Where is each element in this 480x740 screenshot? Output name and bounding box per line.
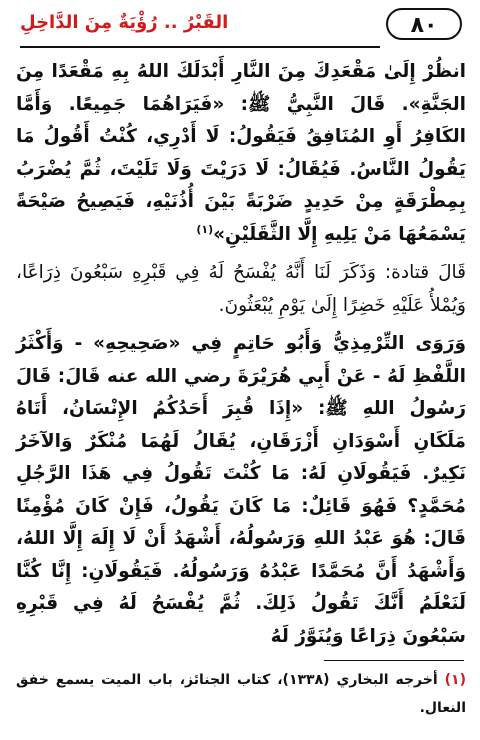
running-title: القَبْرُ .. رُؤْيَةٌ مِنَ الدَّاخِلِ [20, 12, 229, 33]
page-header [10, 6, 470, 46]
paragraph-3: وَرَوَى التِّرْمِذِيُّ وَأَبُو حَاتِمٍ فِي «صَحِيحِهِ» - وَأَكْثَرُ اللَّفْظِ لَهُ - عَنْ أَبِي هُرَيْرَةَ رضي الله عنه قَالَ: قَالَ رَسُولُ اللهِ ﷺ: «إِذَا قُبِرَ أَحَدُكُمُ الإِنْسَانُ، أَتَاهُ مَلَكَانِ أَسْوَدَانِ أَزْرَقَانِ، يُقَالُ لَهُمَا مُنْكَرٌ وَالآخَرُ نَكِيرٌ. فَيَقُولَانِ لَهُ: مَا كُنْتَ تَقُولُ فِي هَذَا الرَّجُلِ مُحَمَّدٍ؟ فَهُوَ قَائِلٌ: مَا كَانَ يَقُولُ، فَإِنْ كَانَ مُؤْمِنًا قَالَ: هُوَ عَبْدُ اللهِ وَرَسُولُهُ، أَشْهَدُ أَنْ لَا إِلَهَ إِلَّا اللهُ، وَأَشْهَدُ أَنَّ مُحَمَّدًا عَبْدُهُ وَرَسُولُهُ. فَيَقُولَانِ: إِنَّا كُنَّا لَنَعْلَمُ أَنَّكَ تَقُولُ ذَلِكَ. ثُمَّ يُفْسَحُ لَهُ فِي قَبْرِهِ سَبْعُونَ ذِرَاعًا وَيُنَوَّرُ لَهُ [16, 333, 466, 647]
header-rule [20, 46, 380, 48]
paragraph-2: قَالَ قتادة: وَذَكَرَ لَنَا أَنَّهُ يُفْسَحُ لَهُ فِي قَبْرِهِ سَبْعُونَ ذِرَاعًا، وَيُمْلأُ عَلَيْهِ خَضِرًا إِلَىٰ يَوْمِ يُبْعَثُونَ. [16, 262, 466, 316]
paragraph-1 [16, 56, 466, 251]
page-number: ٨٠ [386, 8, 462, 40]
footnote-reference: (١) [196, 222, 214, 236]
footnote-marker: (١) [444, 672, 466, 688]
footnote-divider [324, 660, 464, 661]
body-text [16, 56, 466, 653]
paragraph-1-text: انظُرْ إِلَىٰ مَقْعَدِكَ مِنَ النَّارِ أَبْدَلَكَ اللهُ بِهِ مَقْعَدًا مِنَ الجَنَّةِ». قَالَ النَّبِيُّ ﷺ: «فَيَرَاهُمَا جَمِيعًا. وَأَمَّا الكَافِرُ أَوِ المُنَافِقُ فَيَقُولُ: لَا أَدْرِي، كُنْتُ أَقُولُ مَا يَقُولُ النَّاسُ. فَيُقَالُ: لَا دَرَيْتَ وَلَا تَلَيْتَ، ثُمَّ يُضْرَبُ بِمِطْرَقَةٍ مِنْ حَدِيدٍ ضَرْبَةً بَيْنَ أُذُنَيْهِ، فَيَصِيحُ صَيْحَةً يَسْمَعُهَا مَنْ يَلِيهِ إِلَّا الثَّقَلَيْنِ» [16, 61, 466, 245]
footnote [16, 666, 466, 722]
footnote-text: أخرجه البخاري (١٣٣٨)، كتاب الجنائز، باب الميت يسمع خفق النعال. [16, 672, 466, 716]
